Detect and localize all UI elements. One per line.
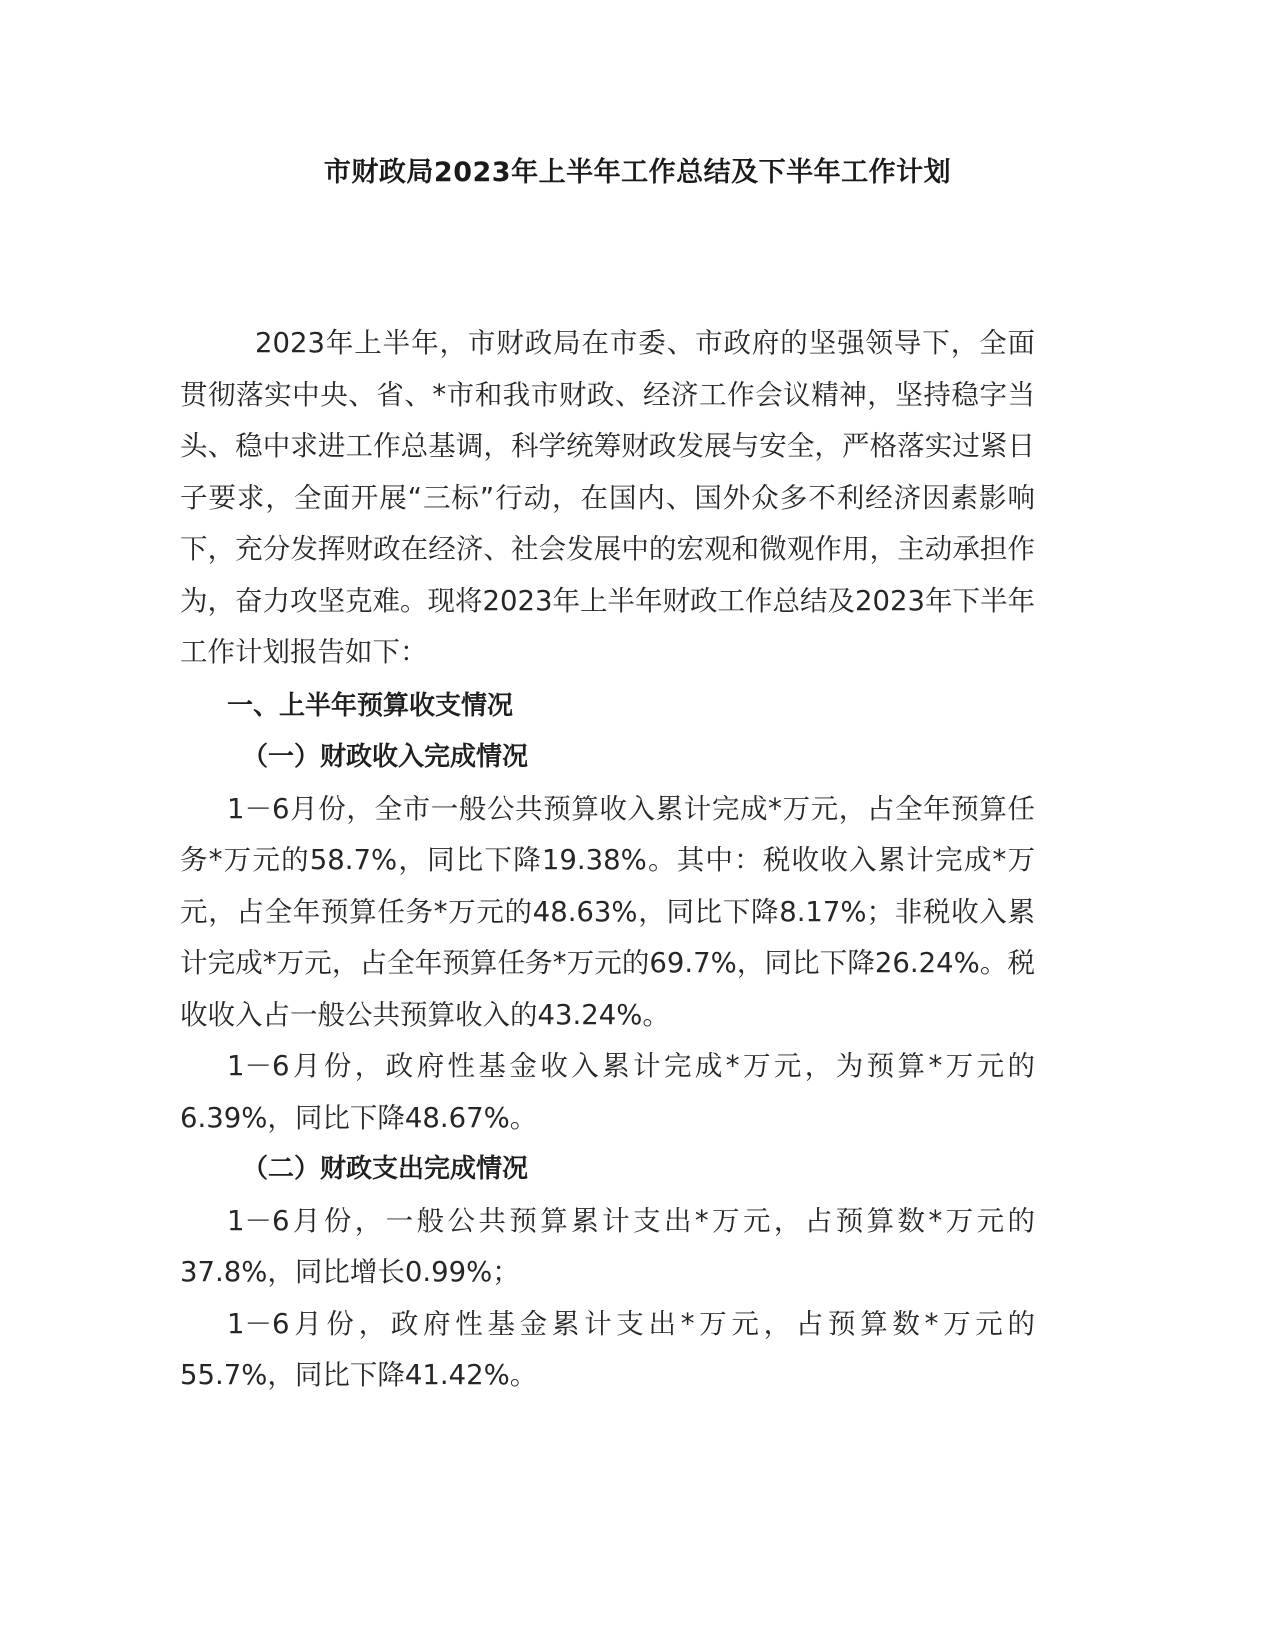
subsection-heading-expenditure: （二）财政支出完成情况 [242,1154,529,1184]
subsection-heading-revenue: （一）财政收入完成情况 [242,742,529,772]
expenditure-paragraph-1: 1－6月份，一般公共预算累计支出*万元，占预算数*万元的37.8%，同比增长0.99%； [180,1204,1035,1288]
intro-paragraph: 2023年上半年，市财政局在市委、市政府的坚强领导下，全面贯彻落实中央、省、*市和我市财政、经济工作会议精神，坚持稳字当头、稳中求进工作总基调，科学统筹财政发展与安全，严格落实过紧日子要求，全面开展“三标”行动，在国内、国外众多不利经济因素影响下，充分发挥财政在经济、社会发展中的宏观和微观作用，主动承担作为，奋力攻坚克难。现将2023年上半年财政工作总结及2023年下半年工作计划报告如下： [180,327,1035,668]
revenue-paragraph-2: 1－6月份，政府性基金收入累计完成*万元，为预算*万元的6.39%，同比下降48.67%。 [180,1050,1035,1134]
section-heading: 一、上半年预算收支情况 [227,690,514,721]
revenue-paragraph-1: 1－6月份，全市一般公共预算收入累计完成*万元，占全年预算任务*万元的58.7%，同比下降19.38%。其中：税收收入累计完成*万元，占全年预算任务*万元的48.63%，同比下降8.17%；非税收入累计完成*万元，占全年预算任务*万元的69.7%，同比下降26.24%。税收收入占一般公共预算收入的43.24%。 [180,792,1035,1031]
expenditure-paragraph-2: 1－6月份，政府性基金累计支出*万元，占预算数*万元的55.7%，同比下降41.42%。 [180,1307,1035,1391]
document-body [180,318,1035,1402]
document-title: 市财政局2023年上半年工作总结及下半年工作计划 [323,157,952,188]
